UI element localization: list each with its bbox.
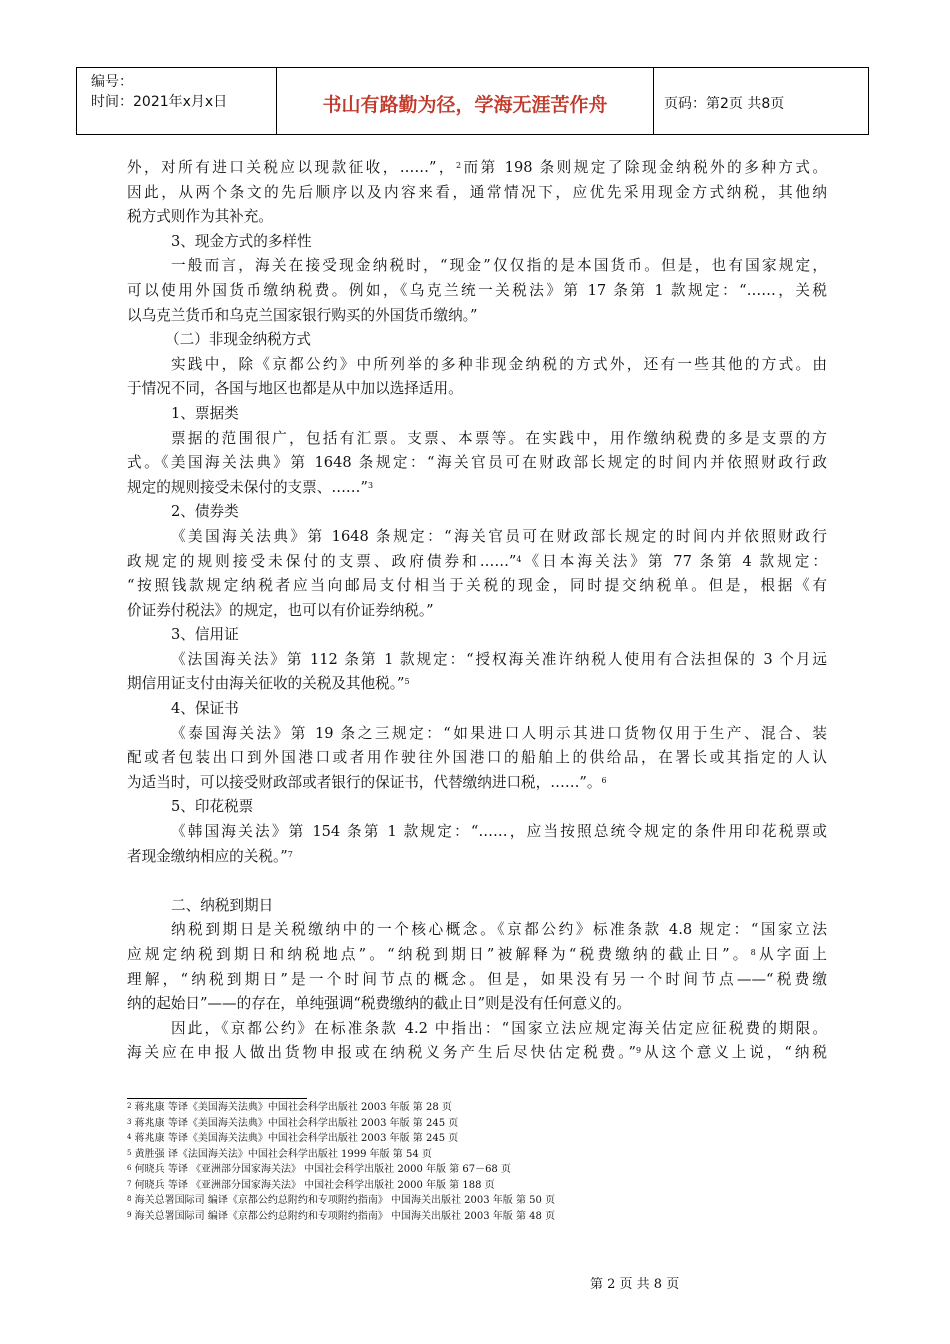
line-text: “按照钱款规定纳税者应当向邮局支付相当于关税的现金，同时提交纳税单。但是，根据《有 [127,577,827,595]
text-line [127,427,827,452]
text-line [127,377,827,402]
footnote-text: 蒋兆康 等译《美国海关法典》中国社会科学出版社 2003 年版 第 245 页 [131,1133,459,1144]
text-line [127,795,827,820]
text-line [127,648,827,673]
footnote [127,1163,767,1176]
footnote-number: 4 [127,1133,132,1141]
line-text: 《法国海关法》第 112 条第 1 款规定：“授权海关准许纳税人使用有合法担保的 3 个月远 [171,650,827,668]
line-text: 票据的范围很广，包括有汇票。支票、本票等。在实践中，用作缴纳税费的多是支票的方 [171,429,827,447]
text-line [127,992,827,1017]
footnote-number: 2 [127,1102,132,1110]
text-line [127,279,827,304]
footnote-number: 3 [127,1117,132,1126]
line-text: 海关应在申报人做出货物申报或在纳税义务产生后尽快估定税费。” [127,1044,637,1062]
text-line [127,205,827,230]
footnote-text: 蒋兆康 等译《美国海关法典》中国社会科学出版社 2003 年版 第 28 页 [131,1102,452,1113]
text-line [127,894,827,919]
line-text: 外，对所有进口关税应以现款征收，……”， [127,159,456,176]
footnote [127,1101,767,1114]
footnote-number: 6 [127,1164,132,1172]
line-text: 4、保证书 [171,700,239,718]
date-label: 时间：2021年x月x日 [91,94,228,110]
text-line [127,968,827,993]
text-line [127,156,827,181]
footnote-number: 8 [127,1195,132,1203]
text-line [127,525,827,550]
line-text: 3、现金方式的多样性 [171,232,312,250]
line-text: 式。《美国海关法典》第 1648 条规定：“海关官员可在财政部长规定的时间内并依照财政行政 [127,454,827,472]
text-line [127,476,827,501]
footnote-text: 海关总署国际司 编译《京都公约总附约和专项附约指南》 中国海关出版社 2003 年版 第 48 页 [131,1210,556,1222]
document-body [127,156,827,1066]
line-text: 理解，“纳税到期日”是一个时间节点的概念。但是，如果没有另一个时间节点——“税费缴 [127,970,827,988]
footnote-number: 7 [127,1179,132,1188]
header-motto: 书山有路勤为径，学海无涯苦作舟 [277,68,654,134]
text-line [127,1041,827,1066]
line-text: 因此，从两个条文的先后顺序以及内容来看，通常情况下，应优先采用现金方式纳税，其他纳 [127,183,827,201]
text-line [127,181,827,206]
footnote-text: 何晓兵 等译 《亚洲部分国家海关法》 中国社会科学出版社 2000 年版 第 67－68 页 [131,1164,511,1175]
line-text: 而第 198 条则规定了除现金纳税外的多种方式。 [461,159,827,176]
footnote-rule [127,1098,307,1099]
text-line [127,697,827,722]
line-text: 从字面上 [755,946,827,963]
footnote [127,1210,767,1223]
line-text: 期信用证支付由海关征收的关税及其他税。” [127,675,405,693]
serial-label: 编号： [91,74,133,90]
text-line [127,574,827,599]
line-text: 规定的规则接受未保付的支票、……” [127,478,368,496]
footnote-ref[interactable]: 4 [516,554,522,564]
text-line [127,451,827,476]
text-line [127,722,827,747]
line-text: 税方式则作为其补充。 [127,208,273,226]
text-line [127,599,827,624]
text-line [127,304,827,329]
text-line [127,254,827,279]
text-line [127,918,827,943]
line-text: 纳的起始日”——的存在，单纯强调“税费缴纳的截止日”则是没有任何意义的。 [127,995,631,1013]
footnote-number: 5 [127,1148,132,1157]
line-text: （二）非现金纳税方式 [165,331,311,349]
line-text: 5、印花税票 [171,798,254,816]
line-text: 为适当时，可以接受财政部或者银行的保证书，代替缴纳进口税，……”。 [127,773,602,791]
text-line [127,746,827,771]
footnote-number: 9 [127,1210,132,1219]
line-text: 价证券付税法》的规定，也可以有价证券纳税。” [127,601,434,619]
footnote [127,1194,767,1207]
line-text: 从这个意义上说，“纳税 [641,1044,827,1062]
header-table [76,67,869,135]
text-line [127,845,827,870]
line-text: 《美国海关法典》第 1648 条规定：“海关官员可在财政部长规定的时间内并依照财政行 [171,527,827,545]
line-text: 配或者包装出口到外国港口或者用作驶往外国港口的船舶上的供给品，在署长或其指定的人认 [127,749,827,767]
footnote-ref[interactable]: 8 [750,948,756,957]
footnote-ref[interactable]: 6 [601,775,607,785]
text-line [127,550,827,575]
footnote-ref[interactable]: 3 [367,480,374,490]
footnote-ref[interactable]: 5 [404,677,410,687]
line-text: 1、票据类 [171,404,239,422]
footnote-text: 蒋兆康 等译《美国海关法典》中国社会科学出版社 2003 年版 第 245 页 [131,1117,459,1129]
footnote [127,1179,767,1192]
text-line [127,230,827,255]
line-text: 以乌克兰货币和乌克兰国家银行购买的外国货币缴纳。” [127,306,478,324]
text-line [127,623,827,648]
footnote-ref[interactable]: 7 [287,849,293,859]
footnote-text: 海关总署国际司 编译《京都公约总附约和专项附约指南》 中国海关出版社 2003 年版 第 50 页 [131,1195,556,1206]
line-text: 二、纳税到期日 [171,896,274,914]
text-line [127,771,827,796]
line-text: 3、信用证 [171,626,239,644]
footnote-text: 何晓兵 等译 《亚洲部分国家海关法》 中国社会科学出版社 2000 年版 第 188 页 [131,1179,495,1191]
footnote [127,1117,767,1130]
header-page-label: 页码：第2页 共8页 [664,96,785,112]
text-line [127,402,827,427]
text-line [127,943,827,968]
footnote [127,1132,767,1145]
line-text: 《泰国海关法》第 19 条之三规定：“如果进口人明示其进口货物仅用于生产、混合、装 [171,724,827,742]
line-text: 政规定的规则接受未保付的支票、政府债券和……” [127,552,517,570]
footnote-ref[interactable]: 9 [636,1046,642,1056]
text-line [127,500,827,525]
line-text: 实践中，除《京都公约》中所列举的多种非现金纳税的方式外，还有一些其他的方式。由 [171,355,827,373]
line-text: 应规定纳税到期日和纳税地点”。“纳税到期日”被解释为“税费缴纳的截止日”。 [127,946,751,963]
line-text: 因此，《京都公约》在标准条款 4.2 中指出：“国家立法应规定海关估定应征税费的期限。 [171,1019,827,1037]
text-line [127,328,827,353]
page-footer: 第 2 页 共 8 页 [590,1277,680,1292]
line-text: 纳税到期日是关税缴纳中的一个核心概念。《京都公约》标准条款 4.8 规定：“国家立法 [171,921,827,939]
text-line [127,820,827,845]
text-line [127,1017,827,1042]
line-text: 《日本海关法》第 77 条第 4 款规定： [521,552,827,570]
line-text: 2、债券类 [171,503,239,521]
line-text: 者现金缴纳相应的关税。” [127,847,288,865]
header-meta-cell [77,68,277,134]
text-line [127,672,827,697]
footnote-ref[interactable]: 2 [455,161,462,170]
line-text: 于情况不同，各国与地区也都是从中加以选择适用。 [127,380,463,398]
text-line [127,353,827,378]
line-text: 《韩国海关法》第 154 条第 1 款规定：“……，应当按照总统令规定的条件用印花税票或 [171,823,827,841]
line-text: 可以使用外国货币缴纳税费。例如，《乌克兰统一关税法》第 17 条第 1 款规定：“……，关税 [127,281,827,299]
line-text: 一般而言，海关在接受现金纳税时，“现金”仅仅指的是本国货币。但是，也有国家规定， [171,257,827,275]
footnote [127,1148,767,1161]
text-line [127,869,827,894]
footnote-text: 黄胜强 译《法国海关法》中国社会科学出版社 1999 年版 第 54 页 [131,1148,432,1160]
